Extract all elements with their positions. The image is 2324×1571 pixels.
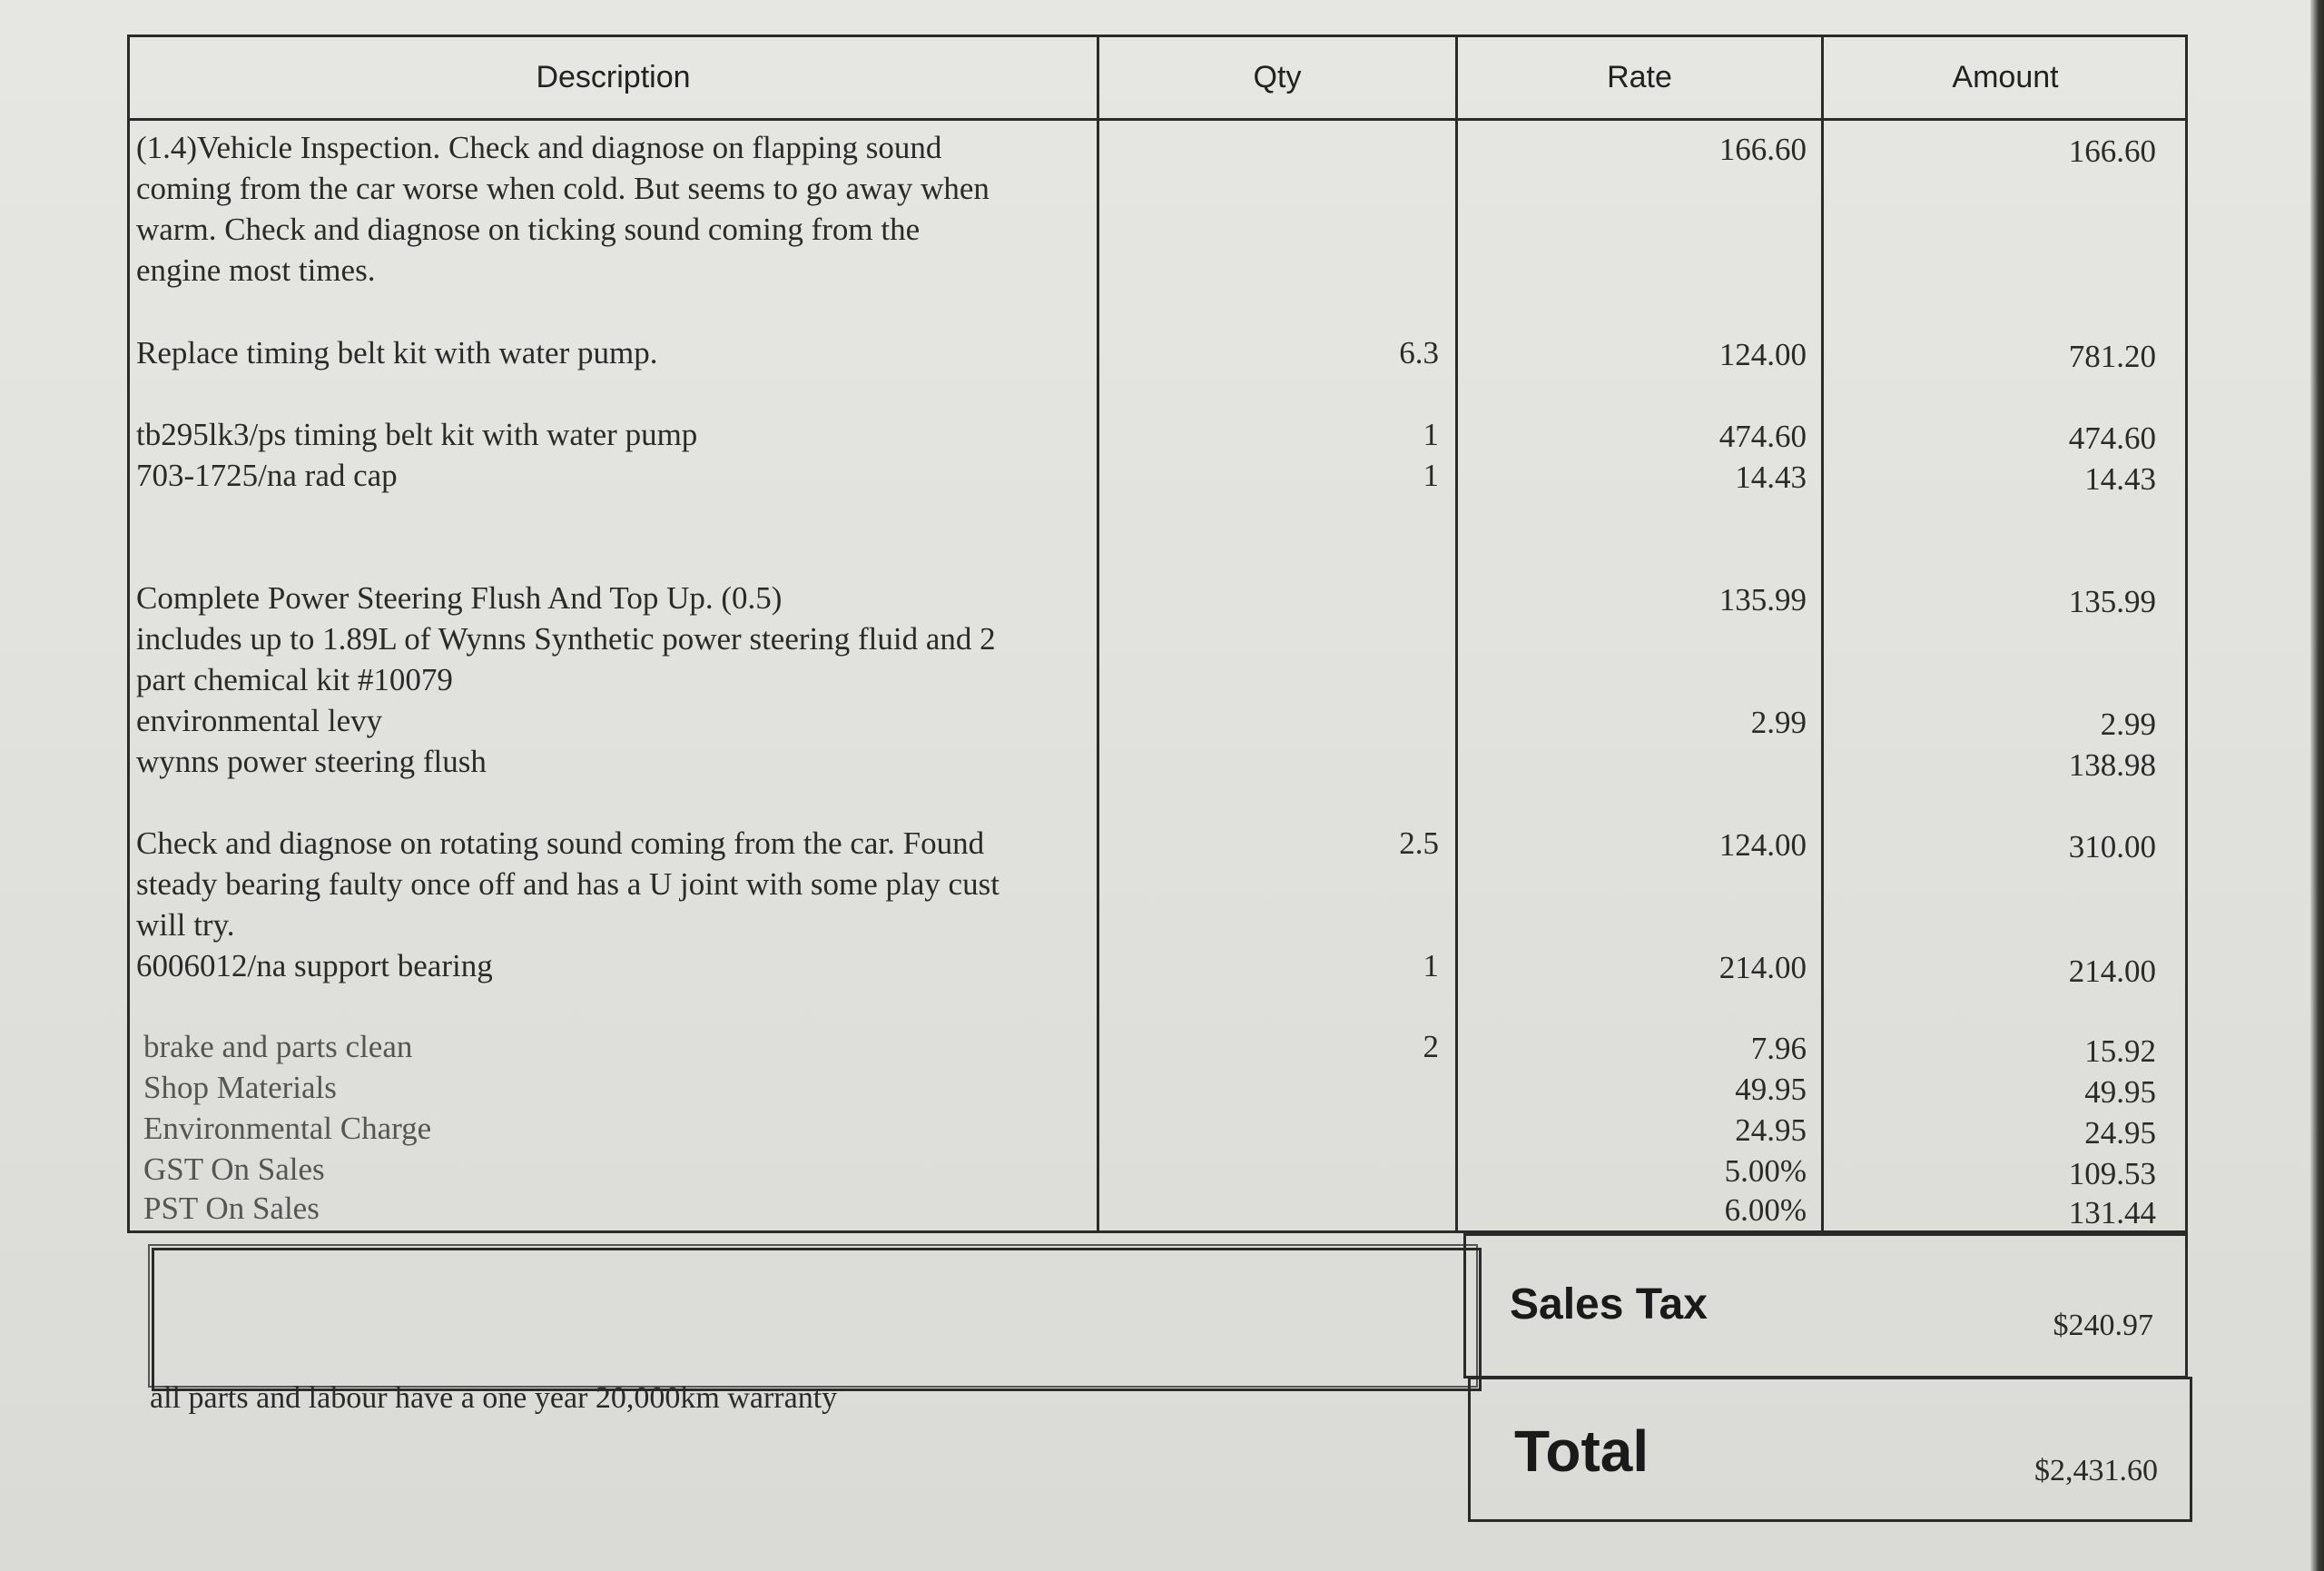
table-row-rate: 6.00% <box>1724 1192 1807 1228</box>
table-row-qty: 1 <box>1423 948 1439 983</box>
header-rate: Rate <box>1607 60 1672 94</box>
table-row-description: wynns power steering flush <box>136 744 487 779</box>
table-row-qty: 1 <box>1423 458 1439 493</box>
table-row-rate: 2.99 <box>1750 705 1807 740</box>
table-row-description: PST On Sales <box>143 1191 320 1226</box>
table-row-qty: 1 <box>1423 417 1439 452</box>
table-row-description: 6006012/na support bearing <box>136 948 493 983</box>
table-row-amount: 14.43 <box>2084 461 2156 497</box>
sales-tax-box <box>1463 1233 2188 1378</box>
column-divider-qty <box>1097 37 1099 1230</box>
total-label: Total <box>1514 1418 1649 1484</box>
table-row-rate: 124.00 <box>1718 337 1807 372</box>
table-header-row <box>130 37 2185 121</box>
column-divider-amount <box>1821 37 1824 1230</box>
table-row-amount: 166.60 <box>2068 133 2156 169</box>
table-row-description: includes up to 1.89L of Wynns Synthetic power steering fluid and 2 <box>136 621 996 657</box>
table-row-qty: 2.5 <box>1399 825 1439 861</box>
table-row-description: environmental levy <box>136 703 383 738</box>
table-row-rate: 214.00 <box>1718 950 1807 985</box>
table-row-amount: 2.99 <box>2100 706 2156 742</box>
table-row-rate: 5.00% <box>1724 1153 1807 1189</box>
table-row-rate: 24.95 <box>1735 1112 1807 1148</box>
table-row-amount: 109.53 <box>2068 1156 2156 1191</box>
table-row-description: engine most times. <box>136 252 376 288</box>
table-row-description: tb295lk3/ps timing belt kit with water pump <box>136 417 698 452</box>
header-qty: Qty <box>1253 60 1302 94</box>
table-row-amount: 24.95 <box>2084 1115 2156 1151</box>
table-row-rate: 14.43 <box>1735 459 1807 495</box>
table-row-rate: 7.96 <box>1750 1031 1807 1066</box>
table-row-description: Complete Power Steering Flush And Top Up. (0.5) <box>136 580 783 616</box>
table-row-amount: 135.99 <box>2068 584 2156 619</box>
table-row-description: (1.4)Vehicle Inspection. Check and diagnose on flapping sound <box>136 130 942 165</box>
notes-box <box>152 1248 1482 1391</box>
table-row-amount: 474.60 <box>2068 420 2156 456</box>
table-row-description: part chemical kit #10079 <box>136 662 453 697</box>
sales-tax-value: $240.97 <box>2053 1309 2153 1342</box>
table-row-rate: 49.95 <box>1735 1072 1807 1107</box>
table-row-description: Environmental Charge <box>143 1111 432 1146</box>
total-value: $2,431.60 <box>2034 1454 2158 1487</box>
table-row-amount: 781.20 <box>2068 339 2156 374</box>
table-row-description: coming from the car worse when cold. But seems to go away when <box>136 171 990 206</box>
table-row-rate: 474.60 <box>1718 419 1807 454</box>
header-amount: Amount <box>1952 60 2059 94</box>
total-box <box>1468 1377 2192 1522</box>
table-row-amount: 15.92 <box>2084 1033 2156 1069</box>
table-row-amount: 214.00 <box>2068 953 2156 989</box>
sales-tax-label: Sales Tax <box>1510 1280 1708 1329</box>
table-row-rate: 124.00 <box>1718 827 1807 863</box>
table-row-description: will try. <box>136 907 235 943</box>
table-row-rate: 166.60 <box>1718 132 1807 167</box>
page-edge-shadow <box>2310 0 2324 1571</box>
table-row-description: Shop Materials <box>143 1070 337 1105</box>
table-row-description: warm. Check and diagnose on ticking sound coming from the <box>136 212 921 247</box>
table-row-amount: 310.00 <box>2068 829 2156 865</box>
table-row-qty: 6.3 <box>1399 335 1439 371</box>
table-row-description: 703-1725/na rad cap <box>136 458 398 493</box>
table-row-amount: 49.95 <box>2084 1074 2156 1110</box>
table-row-amount: 138.98 <box>2068 747 2156 783</box>
table-row-description: GST On Sales <box>143 1151 325 1187</box>
header-description: Description <box>536 60 691 94</box>
table-row-description: steady bearing faulty once off and has a U joint with some play cust <box>136 866 1000 902</box>
table-row-description: Replace timing belt kit with water pump. <box>136 335 658 371</box>
table-row-amount: 131.44 <box>2068 1195 2156 1230</box>
table-row-description: brake and parts clean <box>143 1029 413 1064</box>
warranty-note: all parts and labour have a one year 20,000km warranty <box>150 1381 838 1415</box>
table-row-qty: 2 <box>1423 1029 1439 1064</box>
table-row-description: Check and diagnose on rotating sound coming from the car. Found <box>136 825 985 861</box>
table-row-rate: 135.99 <box>1718 582 1807 618</box>
